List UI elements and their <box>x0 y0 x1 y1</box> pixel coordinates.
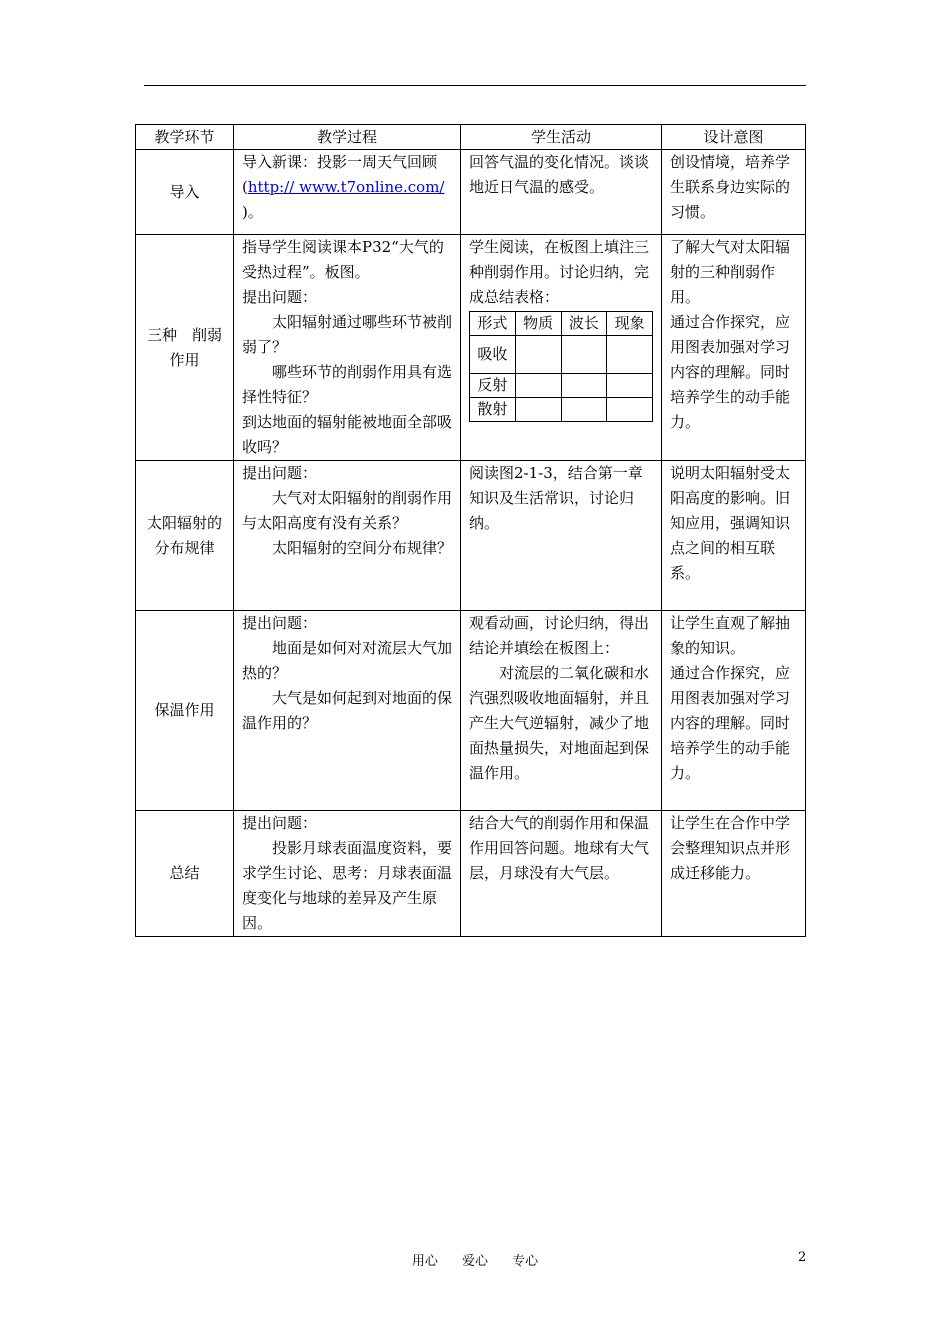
table-row <box>136 150 806 235</box>
summary-header: 形式 <box>470 312 516 336</box>
summary-row-label: 反射 <box>470 374 516 398</box>
process-paragraph: 到达地面的辐射能被地面全部吸收吗？ <box>242 413 453 456</box>
summary-row-label: 散射 <box>470 398 516 422</box>
process-paragraph: 太阳辐射的空间分布规律？ <box>272 539 453 557</box>
stage-cell: 导入 <box>136 150 234 235</box>
table-header-row <box>136 125 806 150</box>
summary-empty-cell <box>561 374 607 398</box>
intent-cell: 让学生在合作中学会整理知识点并形成迁移能力。 <box>662 811 806 937</box>
table-row <box>136 461 806 611</box>
activity-cell: 阅读图2-1-3，结合第一章知识及生活常识，讨论归纳。 <box>461 461 662 611</box>
weather-link[interactable]: http:// www.t7online.com/ <box>247 178 445 196</box>
intent-paragraph: 通过合作探究，应用图表加强对学习内容的理解。同时培养学生的动手能力。 <box>670 313 791 431</box>
activity-paragraph: 学生阅读，在板图上填注三种削弱作用。讨论归纳，完成总结表格： <box>469 238 650 306</box>
summary-row <box>470 336 653 374</box>
summary-empty-cell <box>515 374 561 398</box>
process-cell <box>234 811 461 937</box>
header-rule <box>144 85 806 86</box>
header-stage: 教学环节 <box>136 125 234 150</box>
process-text-end: )。 <box>242 203 263 221</box>
activity-cell <box>461 611 662 811</box>
process-cell <box>234 611 461 811</box>
summary-row <box>470 374 653 398</box>
summary-header-row <box>470 312 653 336</box>
summary-empty-cell <box>607 336 653 374</box>
intent-cell: 说明太阳辐射受太阳高度的影响。旧知应用，强调知识点之间的相互联系。 <box>662 461 806 611</box>
activity-cell: 回答气温的变化情况。谈谈地近日气温的感受。 <box>461 150 662 235</box>
intent-cell: 创设情境，培养学生联系身边实际的习惯。 <box>662 150 806 235</box>
process-paragraph: 指导学生阅读课本P32“大气的受热过程”。板图。 <box>242 238 444 281</box>
summary-header: 现象 <box>607 312 653 336</box>
intent-cell <box>662 611 806 811</box>
intent-paragraph: 了解大气对太阳辐射的三种削弱作用。 <box>670 238 791 306</box>
lesson-plan-table <box>135 124 806 937</box>
process-cell <box>234 235 461 461</box>
process-paragraph: 太阳辐射通过哪些环节被削弱了？ <box>242 313 453 356</box>
process-paragraph: 投影月球表面温度资料，要求学生讨论、思考：月球表面温度变化与地球的差异及产生原因。 <box>242 839 453 932</box>
process-paragraph: 哪些环节的削弱作用具有选择性特征？ <box>242 363 453 406</box>
process-cell <box>234 150 461 235</box>
page-number: 2 <box>798 1250 807 1265</box>
summary-row <box>470 398 653 422</box>
footer-motto-word: 用心 <box>411 1254 438 1269</box>
summary-header: 物质 <box>515 312 561 336</box>
summary-header: 波长 <box>561 312 607 336</box>
header-process: 教学过程 <box>234 125 461 150</box>
table-row <box>136 611 806 811</box>
process-paragraph: 提出问题： <box>242 614 318 632</box>
process-paragraph: 提出问题： <box>242 814 318 832</box>
intent-paragraph: 通过合作探究，应用图表加强对学习内容的理解。同时培养学生的动手能力。 <box>670 664 791 782</box>
summary-empty-cell <box>607 374 653 398</box>
process-paragraph: 提出问题： <box>242 464 318 482</box>
summary-empty-cell <box>561 398 607 422</box>
process-text: 导入新课：投影一周天气回顾( <box>242 153 438 196</box>
header-activity: 学生活动 <box>461 125 662 150</box>
summary-empty-cell <box>515 336 561 374</box>
footer-motto-word: 爱心 <box>461 1254 488 1269</box>
summary-empty-cell <box>561 336 607 374</box>
table-row <box>136 811 806 937</box>
activity-cell <box>461 235 662 461</box>
table-row <box>136 235 806 461</box>
stage-cell: 总结 <box>136 811 234 937</box>
summary-empty-cell <box>607 398 653 422</box>
intent-paragraph: 让学生直观了解抽象的知识。 <box>670 614 791 657</box>
header-intent: 设计意图 <box>662 125 806 150</box>
footer-motto <box>0 1250 950 1269</box>
stage-cell: 保温作用 <box>136 611 234 811</box>
stage-cell: 太阳辐射的 分布规律 <box>136 461 234 611</box>
activity-paragraph: 对流层的二氧化碳和水汽强烈吸收地面辐射，并且产生大气逆辐射，减少了地面热量损失，对地面起到保温作用。 <box>469 664 650 782</box>
intent-cell <box>662 235 806 461</box>
summary-row-label: 吸收 <box>470 336 516 374</box>
process-paragraph: 提出问题： <box>242 288 318 306</box>
process-paragraph: 大气是如何起到对地面的保温作用的？ <box>242 689 453 732</box>
activity-paragraph: 观看动画，讨论归纳，得出结论并填绘在板图上： <box>469 614 650 657</box>
process-paragraph: 大气对太阳辐射的削弱作用与太阳高度有没有关系？ <box>242 489 453 532</box>
footer-motto-word: 专心 <box>512 1254 539 1269</box>
summary-empty-cell <box>515 398 561 422</box>
summary-table <box>469 311 653 422</box>
process-paragraph: 地面是如何对对流层大气加热的？ <box>242 639 453 682</box>
process-cell <box>234 461 461 611</box>
activity-cell: 结合大气的削弱作用和保温作用回答问题。地球有大气层，月球没有大气层。 <box>461 811 662 937</box>
stage-cell: 三种 削弱作用 <box>136 235 234 461</box>
